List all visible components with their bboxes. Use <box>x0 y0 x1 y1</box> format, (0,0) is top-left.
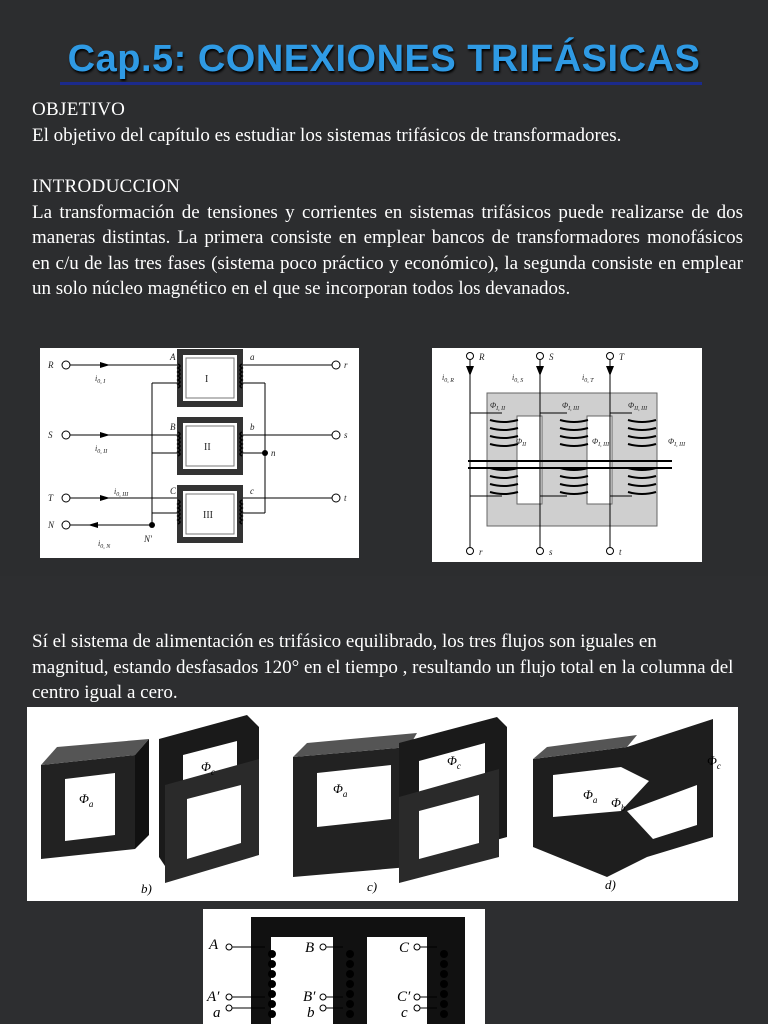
unit-II-label: II <box>204 442 211 453</box>
introduction-section <box>32 174 743 302</box>
svg-text:i0, N <box>98 539 111 550</box>
three-leg-winding-diagram <box>203 909 485 1024</box>
label-S: S <box>48 430 53 440</box>
page-title: Cap.5: CONEXIONES TRIFÁSICAS <box>67 38 701 80</box>
svg-text:i0, III <box>114 487 129 498</box>
caption-c: c) <box>367 879 378 894</box>
flux-label: II <box>522 442 527 448</box>
core-label-s: s <box>549 547 553 557</box>
label-C: C <box>170 486 177 496</box>
caption-d: d) <box>605 877 616 892</box>
label-b: b <box>250 422 255 432</box>
flux-label: I, II <box>496 406 506 412</box>
svg-text:ΦI, III <box>668 437 686 448</box>
introduction-heading: INTRODUCCION <box>32 176 181 197</box>
objective-text: El objetivo del capítulo es estudiar los sistemas trifásicos de transformadores. <box>32 124 622 146</box>
flux-symbol: Φ <box>592 437 599 446</box>
winding-label-B: B <box>305 940 315 956</box>
flux-symbol: Φ <box>562 401 569 410</box>
current-symbol: i <box>95 374 98 383</box>
objective-section <box>32 97 743 148</box>
current-symbol: i <box>95 444 98 453</box>
svg-text:i0, T <box>582 373 594 384</box>
winding-label-a: a <box>213 1005 221 1021</box>
svg-text:i0, R <box>442 373 454 384</box>
current-label: 0, I <box>97 379 106 385</box>
flux-label: I, III <box>598 442 610 448</box>
flux-subscript: a <box>592 795 598 805</box>
balanced-system-text: Sí el sistema de alimentación es trifásico equilibrado, los tres flujos son iguales en magnitud, estando desfasados 120° en el tiempo , resultando un flujo total en la columna del centro igual a cero. <box>32 631 734 703</box>
flux-label: I, III <box>674 442 686 448</box>
label-R: R <box>48 360 54 370</box>
title-underline <box>60 82 702 85</box>
flux-symbol: Φ <box>707 753 717 768</box>
current-label: 0, R <box>444 378 454 384</box>
objective-heading: OBJETIVO <box>32 99 126 120</box>
core-label-r: r <box>479 547 483 557</box>
flux-label: I, III <box>568 406 580 412</box>
winding-label-B-prime: B′ <box>303 989 316 1005</box>
flux-symbol: Φ <box>611 795 621 810</box>
label-T: T <box>48 493 54 503</box>
transformer-bank-diagram <box>40 348 359 558</box>
flux-symbol: Φ <box>628 401 635 410</box>
flux-symbol: Φ <box>201 759 211 774</box>
unit-III-label: III <box>203 510 213 521</box>
flux-label: II, III <box>634 406 648 412</box>
label-n: n <box>271 448 276 458</box>
core-label-t: t <box>619 547 622 557</box>
current-symbol: i <box>582 373 585 382</box>
introduction-text: La transformación de tensiones y corrientes en sistemas trifásicos puede realizarse de dos maneras distintas. La primera consiste en emplear bancos de transformadores monofásicos en c/u de las tres fases (sistema poco práctico y económico), la segunda consiste en emplear un solo núcleo magnético en el que se incorporan todos los devanados. <box>32 201 743 299</box>
flux-subscript: c <box>456 761 461 771</box>
label-t: t <box>344 493 347 503</box>
label-A: A <box>170 352 176 362</box>
current-label: 0, T <box>584 378 594 384</box>
svg-text:i0, II <box>95 444 108 455</box>
core-label-R: R <box>479 352 485 362</box>
current-label: 0, N <box>100 544 111 550</box>
winding-label-C-prime: C′ <box>397 989 411 1005</box>
flux-symbol: Φ <box>333 781 343 796</box>
svg-text:i0, I <box>95 374 106 385</box>
flux-symbol: Φ <box>79 791 89 806</box>
flux-symbol: Φ <box>583 787 593 802</box>
three-phase-core-diagram <box>432 348 702 562</box>
current-label: 0, S <box>514 378 524 384</box>
flux-subscript: c <box>716 761 721 771</box>
label-r: r <box>344 360 348 370</box>
flux-subscript: a <box>88 799 94 809</box>
winding-label-C: C <box>399 940 410 956</box>
flux-subscript: c <box>210 767 215 777</box>
winding-label-A-prime: A′ <box>207 989 220 1005</box>
winding-label-c: c <box>401 1005 408 1021</box>
winding-label-A: A <box>209 937 219 953</box>
caption-b: b) <box>141 881 152 896</box>
label-B: B <box>170 422 176 432</box>
flux-subscript: a <box>342 789 348 799</box>
winding-label-b: b <box>307 1005 315 1021</box>
current-symbol: i <box>442 373 445 382</box>
unit-I-label: I <box>205 374 209 385</box>
core-label-T: T <box>619 352 625 362</box>
current-label: 0, III <box>116 492 129 498</box>
flux-symbol: Φ <box>668 437 675 446</box>
label-N: N <box>48 520 55 530</box>
current-symbol: i <box>98 539 101 548</box>
label-c: c <box>250 486 254 496</box>
core-evolution-diagram <box>27 707 738 901</box>
core-label-S: S <box>549 352 554 362</box>
label-a: a <box>250 352 255 362</box>
current-label: 0, II <box>97 449 108 455</box>
flux-symbol: Φ <box>490 401 497 410</box>
current-symbol: i <box>114 487 117 496</box>
flux-symbol: Φ <box>447 753 457 768</box>
flux-subscript: b <box>620 803 626 813</box>
current-symbol: i <box>512 373 515 382</box>
flux-symbol: Φ <box>516 437 523 446</box>
label-s: s <box>344 430 348 440</box>
svg-text:i0, S <box>512 373 523 384</box>
label-N-prime: N' <box>144 534 152 544</box>
